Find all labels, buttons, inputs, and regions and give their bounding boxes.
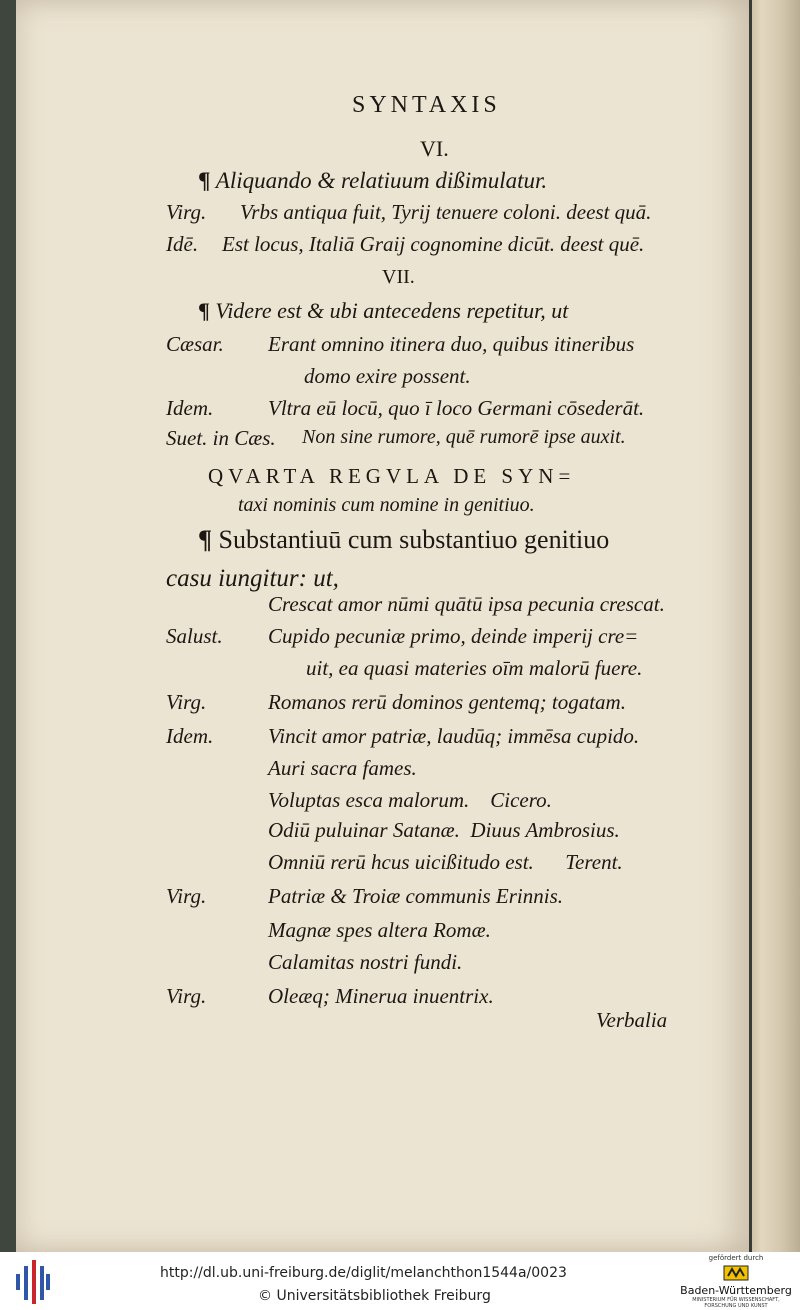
source-label: Virg. (166, 984, 207, 1008)
text-line (16, 364, 750, 396)
coat-of-arms-icon (722, 1264, 750, 1282)
paragraph-vii (198, 298, 568, 324)
rule-heading-continued: taxi nominis cum nomine in genitiuo. (238, 494, 535, 516)
example-text: Cupido pecuniæ primo, deinde imperij cre= (268, 624, 639, 648)
example-line (16, 690, 750, 722)
example-line (16, 884, 750, 916)
sponsor-subtitle: MINISTERIUM FÜR WISSENSCHAFT, FORSCHUNG UND KUNST (692, 1297, 780, 1309)
rule-statement-continued: casu iungitur: ut, (166, 565, 339, 592)
example-text: uit, ea quasi materies oīm malorū fuere. (306, 656, 643, 680)
source-label: Idem. (166, 396, 214, 420)
example-text: Oleæq; Minerua inuentrix. (268, 984, 494, 1008)
ub-freiburg-logo-icon (16, 1260, 50, 1304)
sponsor-name: Baden-Württemberg (680, 1284, 792, 1297)
rule-statement (198, 525, 609, 555)
example-line (16, 918, 750, 950)
text-line (16, 232, 750, 264)
viewer-footer (0, 1252, 800, 1310)
copyright-notice: © Universitätsbibliothek Freiburg (258, 1288, 491, 1304)
source-label: Virg. (166, 200, 207, 224)
rule-heading: QVARTA REGVLA DE SYN= (208, 464, 576, 488)
viewer-left-strip (0, 0, 16, 1252)
paragraph-vii-text: Videre est & ubi antecedens repetitur, ut (215, 298, 569, 323)
example-line (16, 788, 750, 820)
line-text: Erant omnino itinera duo, quibus itineribus (268, 332, 635, 356)
line-text: Est locus, Italiā Graij cognomine dicūt. deest quē. (222, 232, 645, 256)
sponsor-block (676, 1254, 796, 1308)
book-page (16, 0, 750, 1252)
permalink-url[interactable]: http://dl.ub.uni-freiburg.de/diglit/melanchthon1544a/0023 (160, 1265, 567, 1281)
example-text: Crescat amor nūmi quātū ipsa pecunia crescat. (268, 592, 665, 616)
example-text: Calamitas nostri fundi. (268, 950, 463, 974)
sponsor-caption: gefördert durch (708, 1254, 764, 1262)
text-line (16, 332, 750, 364)
text-line (16, 200, 750, 232)
example-text: Voluptas esca malorum. Cicero. (268, 788, 552, 812)
example-line (16, 756, 750, 788)
source-label: Cæsar. (166, 332, 224, 356)
example-line (16, 850, 750, 882)
text-line (16, 396, 750, 428)
example-line (16, 656, 750, 688)
example-line (16, 724, 750, 756)
example-text: Vincit amor patriæ, laudūq; immēsa cupido. (268, 724, 640, 748)
adjacent-page-edge (752, 0, 800, 1252)
running-header: SYNTAXIS (352, 92, 501, 118)
source-label: Idem. (166, 724, 214, 748)
rule-statement-text: Substantiuū cum substantiuo genitiuo (218, 525, 610, 554)
source-label: Salust. (166, 624, 223, 648)
example-text: Odiū puluinar Satanæ. Diuus Ambrosius. (268, 818, 620, 842)
example-text: Magnæ spes altera Romæ. (268, 918, 491, 942)
example-line (16, 818, 750, 850)
example-text: Patriæ & Troiæ communis Erinnis. (268, 884, 564, 908)
line-text: Vrbs antiqua fuit, Tyrij tenuere coloni. deest quā. (240, 200, 652, 224)
paragraph-vi-text: Aliquando & relatiuum dißimulatur. (215, 168, 548, 193)
example-text: Auri sacra fames. (268, 756, 417, 780)
line-text: Vltra eū locū, quo ī loco Germani cōsederāt. (268, 396, 645, 420)
source-label: Suet. in Cæs. (166, 426, 276, 450)
catchword: Verbalia (596, 1008, 668, 1032)
source-label: Virg. (166, 884, 207, 908)
line-text: domo exire possent. (304, 364, 471, 388)
paragraph-mark: ¶ (198, 525, 213, 554)
paragraph-vi (198, 168, 547, 194)
source-label: Idē. (166, 232, 199, 256)
example-line (16, 950, 750, 982)
section-number-vi: VI. (420, 136, 449, 161)
section-number-vii: VII. (382, 266, 415, 288)
example-text: Omniū rerū hcus uicißitudo est. Terent. (268, 850, 623, 874)
line-text: Non sine rumore, quē rumorē ipse auxit. (302, 426, 626, 448)
paragraph-mark: ¶ (198, 168, 211, 193)
example-line (16, 624, 750, 656)
source-label: Virg. (166, 690, 207, 714)
text-line (16, 426, 750, 458)
paragraph-mark: ¶ (198, 298, 210, 323)
example-text: Romanos rerū dominos gentemq; togatam. (268, 690, 626, 714)
example-line (16, 592, 750, 624)
